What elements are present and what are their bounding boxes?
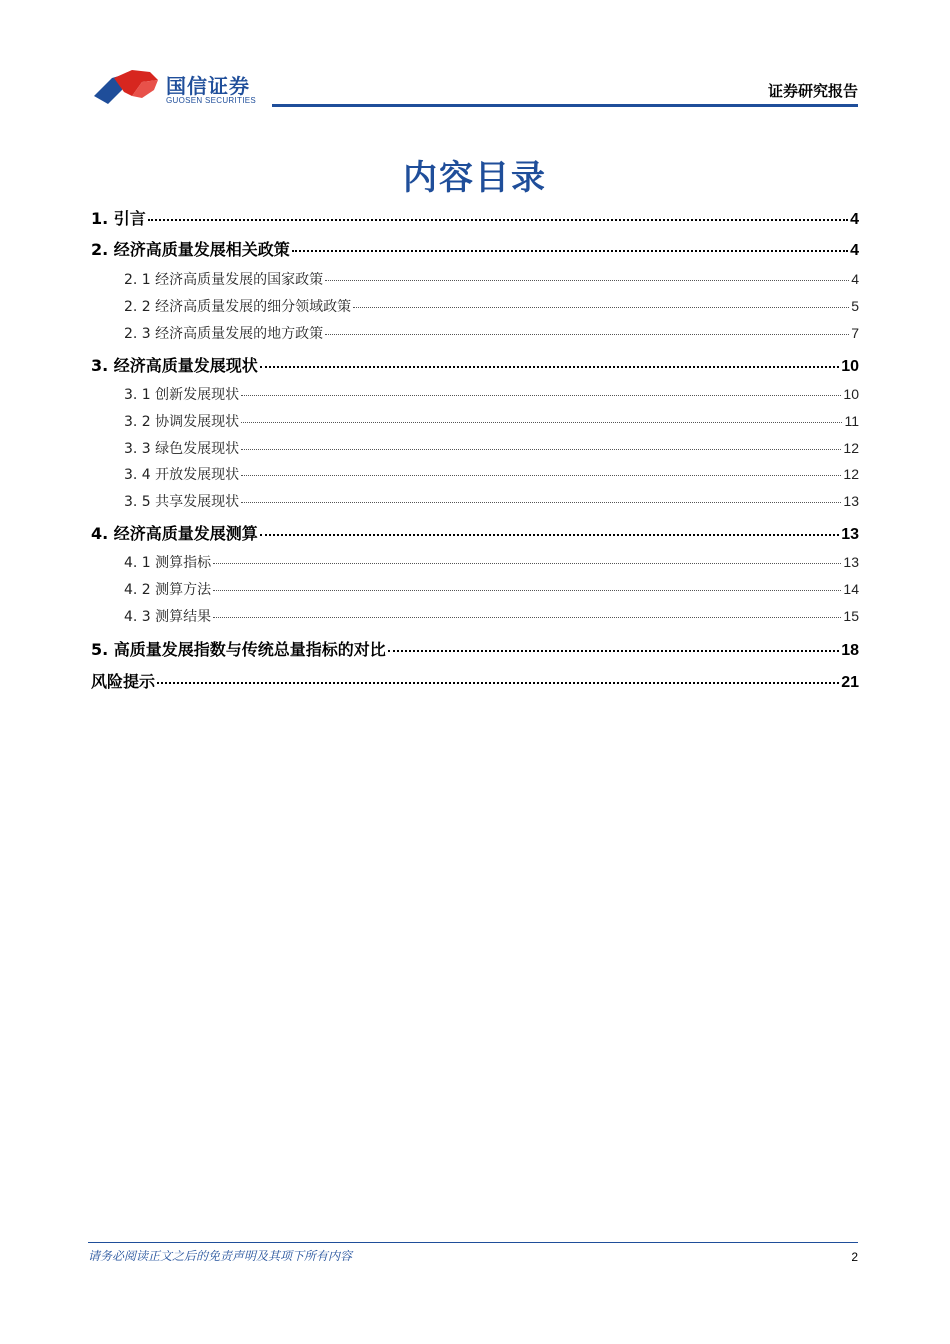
toc-entry-label: 2. 1 经济高质量发展的国家政策: [124, 272, 324, 288]
brand-name-en: GUOSEN SECURITIES: [166, 96, 257, 105]
toc-dot-leader: [260, 366, 839, 368]
toc-subsection-entry[interactable]: [91, 411, 859, 431]
toc-subsection-entry[interactable]: [91, 552, 859, 572]
guosen-logo-icon: [92, 66, 164, 110]
header-divider: [272, 104, 858, 107]
toc-section-entry[interactable]: [91, 206, 859, 229]
toc-dot-leader: [241, 502, 841, 503]
toc-entry-label: 2. 2 经济高质量发展的细分领域政策: [124, 299, 352, 315]
toc-entry-page: 21: [841, 674, 859, 691]
toc-subsection-entry[interactable]: [91, 606, 859, 626]
toc-subsection-entry[interactable]: [91, 464, 859, 484]
toc-entry-label: 3. 经济高质量发展现状: [91, 356, 258, 375]
toc-section-entry[interactable]: [91, 237, 859, 260]
toc-dot-leader: [260, 534, 839, 536]
toc-dot-leader: [325, 334, 849, 335]
toc-entry-label: 5. 高质量发展指数与传统总量指标的对比: [91, 640, 386, 659]
toc-section-entry[interactable]: [91, 353, 859, 376]
toc-dot-leader: [325, 280, 849, 281]
toc-subsection-entry[interactable]: [91, 384, 859, 404]
toc-entry-page: 13: [843, 554, 859, 570]
toc-section-entry[interactable]: [91, 637, 859, 660]
toc-entry-page: 4: [851, 271, 859, 287]
toc-entry-page: 18: [841, 642, 859, 659]
toc-entry-label: 4. 1 测算指标: [124, 555, 212, 571]
toc-entry-page: 11: [844, 413, 859, 429]
toc-dot-leader: [148, 219, 848, 221]
toc-entry-page: 13: [843, 493, 859, 509]
toc-dot-leader: [241, 422, 842, 423]
footer-divider: [88, 1242, 858, 1243]
toc-dot-leader: [213, 617, 841, 618]
page-number: 2: [851, 1250, 858, 1264]
toc-dot-leader: [213, 563, 841, 564]
toc-entry-page: 13: [841, 526, 859, 543]
toc-subsection-entry[interactable]: [91, 579, 859, 599]
toc-entry-label: 风险提示: [91, 672, 156, 691]
toc-entry-label: 3. 1 创新发展现状: [124, 387, 240, 403]
toc-section-entry[interactable]: [91, 669, 859, 692]
report-type-label: 证券研究报告: [767, 82, 858, 100]
toc-subsection-entry[interactable]: [91, 323, 859, 343]
brand-name-cn: 国信证券: [166, 74, 250, 98]
toc-subsection-entry[interactable]: [91, 491, 859, 511]
toc-entry-label: 2. 经济高质量发展相关政策: [91, 240, 290, 259]
toc-dot-leader: [157, 682, 839, 684]
toc-dot-leader: [241, 395, 841, 396]
toc-entry-label: 2. 3 经济高质量发展的地方政策: [124, 326, 324, 342]
toc-dot-leader: [213, 590, 841, 591]
toc-entry-page: 14: [843, 581, 859, 597]
toc-entry-page: 12: [843, 440, 859, 456]
toc-entry-label: 3. 4 开放发展现状: [124, 467, 240, 483]
page-title: 内容目录: [403, 158, 547, 198]
toc-entry-page: 7: [851, 325, 859, 341]
toc-dot-leader: [353, 307, 849, 308]
toc-entry-label: 4. 3 测算结果: [124, 609, 212, 625]
toc-entry-page: 15: [843, 608, 859, 624]
toc-subsection-entry[interactable]: [91, 296, 859, 316]
toc-entry-page: 10: [841, 358, 859, 375]
toc-entry-label: 3. 3 绿色发展现状: [124, 441, 240, 457]
toc-subsection-entry[interactable]: [91, 269, 859, 289]
toc-dot-leader: [388, 650, 839, 652]
toc-entry-page: 4: [850, 211, 859, 228]
toc-dot-leader: [292, 250, 848, 252]
toc-subsection-entry[interactable]: [91, 438, 859, 458]
toc-entry-page: 10: [843, 386, 859, 402]
toc-section-entry[interactable]: [91, 521, 859, 544]
toc-entry-label: 1. 引言: [91, 209, 146, 228]
toc-entry-label: 3. 5 共享发展现状: [124, 494, 240, 510]
toc-dot-leader: [241, 449, 841, 450]
toc-entry-page: 4: [850, 242, 859, 259]
toc-entry-label: 3. 2 协调发展现状: [124, 414, 240, 430]
toc-entry-label: 4. 经济高质量发展测算: [91, 524, 258, 543]
toc-dot-leader: [241, 475, 841, 476]
toc-entry-page: 5: [851, 298, 859, 314]
footer-disclaimer: 请务必阅读正文之后的免责声明及其项下所有内容: [88, 1249, 353, 1263]
toc-entry-label: 4. 2 测算方法: [124, 582, 212, 598]
toc-entry-page: 12: [843, 466, 859, 482]
